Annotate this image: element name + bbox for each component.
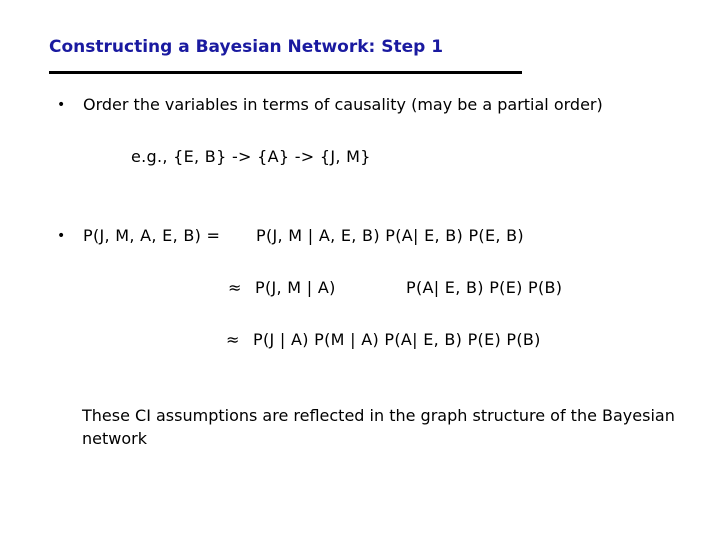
ci-assumptions-note: These CI assumptions are reflected in the graph structure of the Bayesian network <box>82 406 675 448</box>
slide-title: Constructing a Bayesian Network: Step 1 <box>49 37 444 57</box>
bullet-marker: • <box>57 228 66 244</box>
approx-expansion-1a: P(J, M | A) <box>255 278 336 297</box>
approx-symbol: ≈ <box>228 278 242 297</box>
bullet-marker: • <box>57 97 66 113</box>
joint-probability-lhs: P(J, M, A, E, B) = <box>83 226 221 245</box>
title-underline <box>49 71 522 74</box>
ordering-example: e.g., {E, B} -> {A} -> {J, M} <box>131 147 371 166</box>
approx-symbol: ≈ <box>226 330 240 349</box>
bullet-1-text: Order the variables in terms of causality (may be a partial order) <box>83 95 603 114</box>
approx-expansion-2: P(J | A) P(M | A) P(A| E, B) P(E) P(B) <box>253 330 541 349</box>
approx-expansion-1b: P(A| E, B) P(E) P(B) <box>406 278 563 297</box>
chain-rule-expansion: P(J, M | A, E, B) P(A| E, B) P(E, B) <box>256 226 524 245</box>
